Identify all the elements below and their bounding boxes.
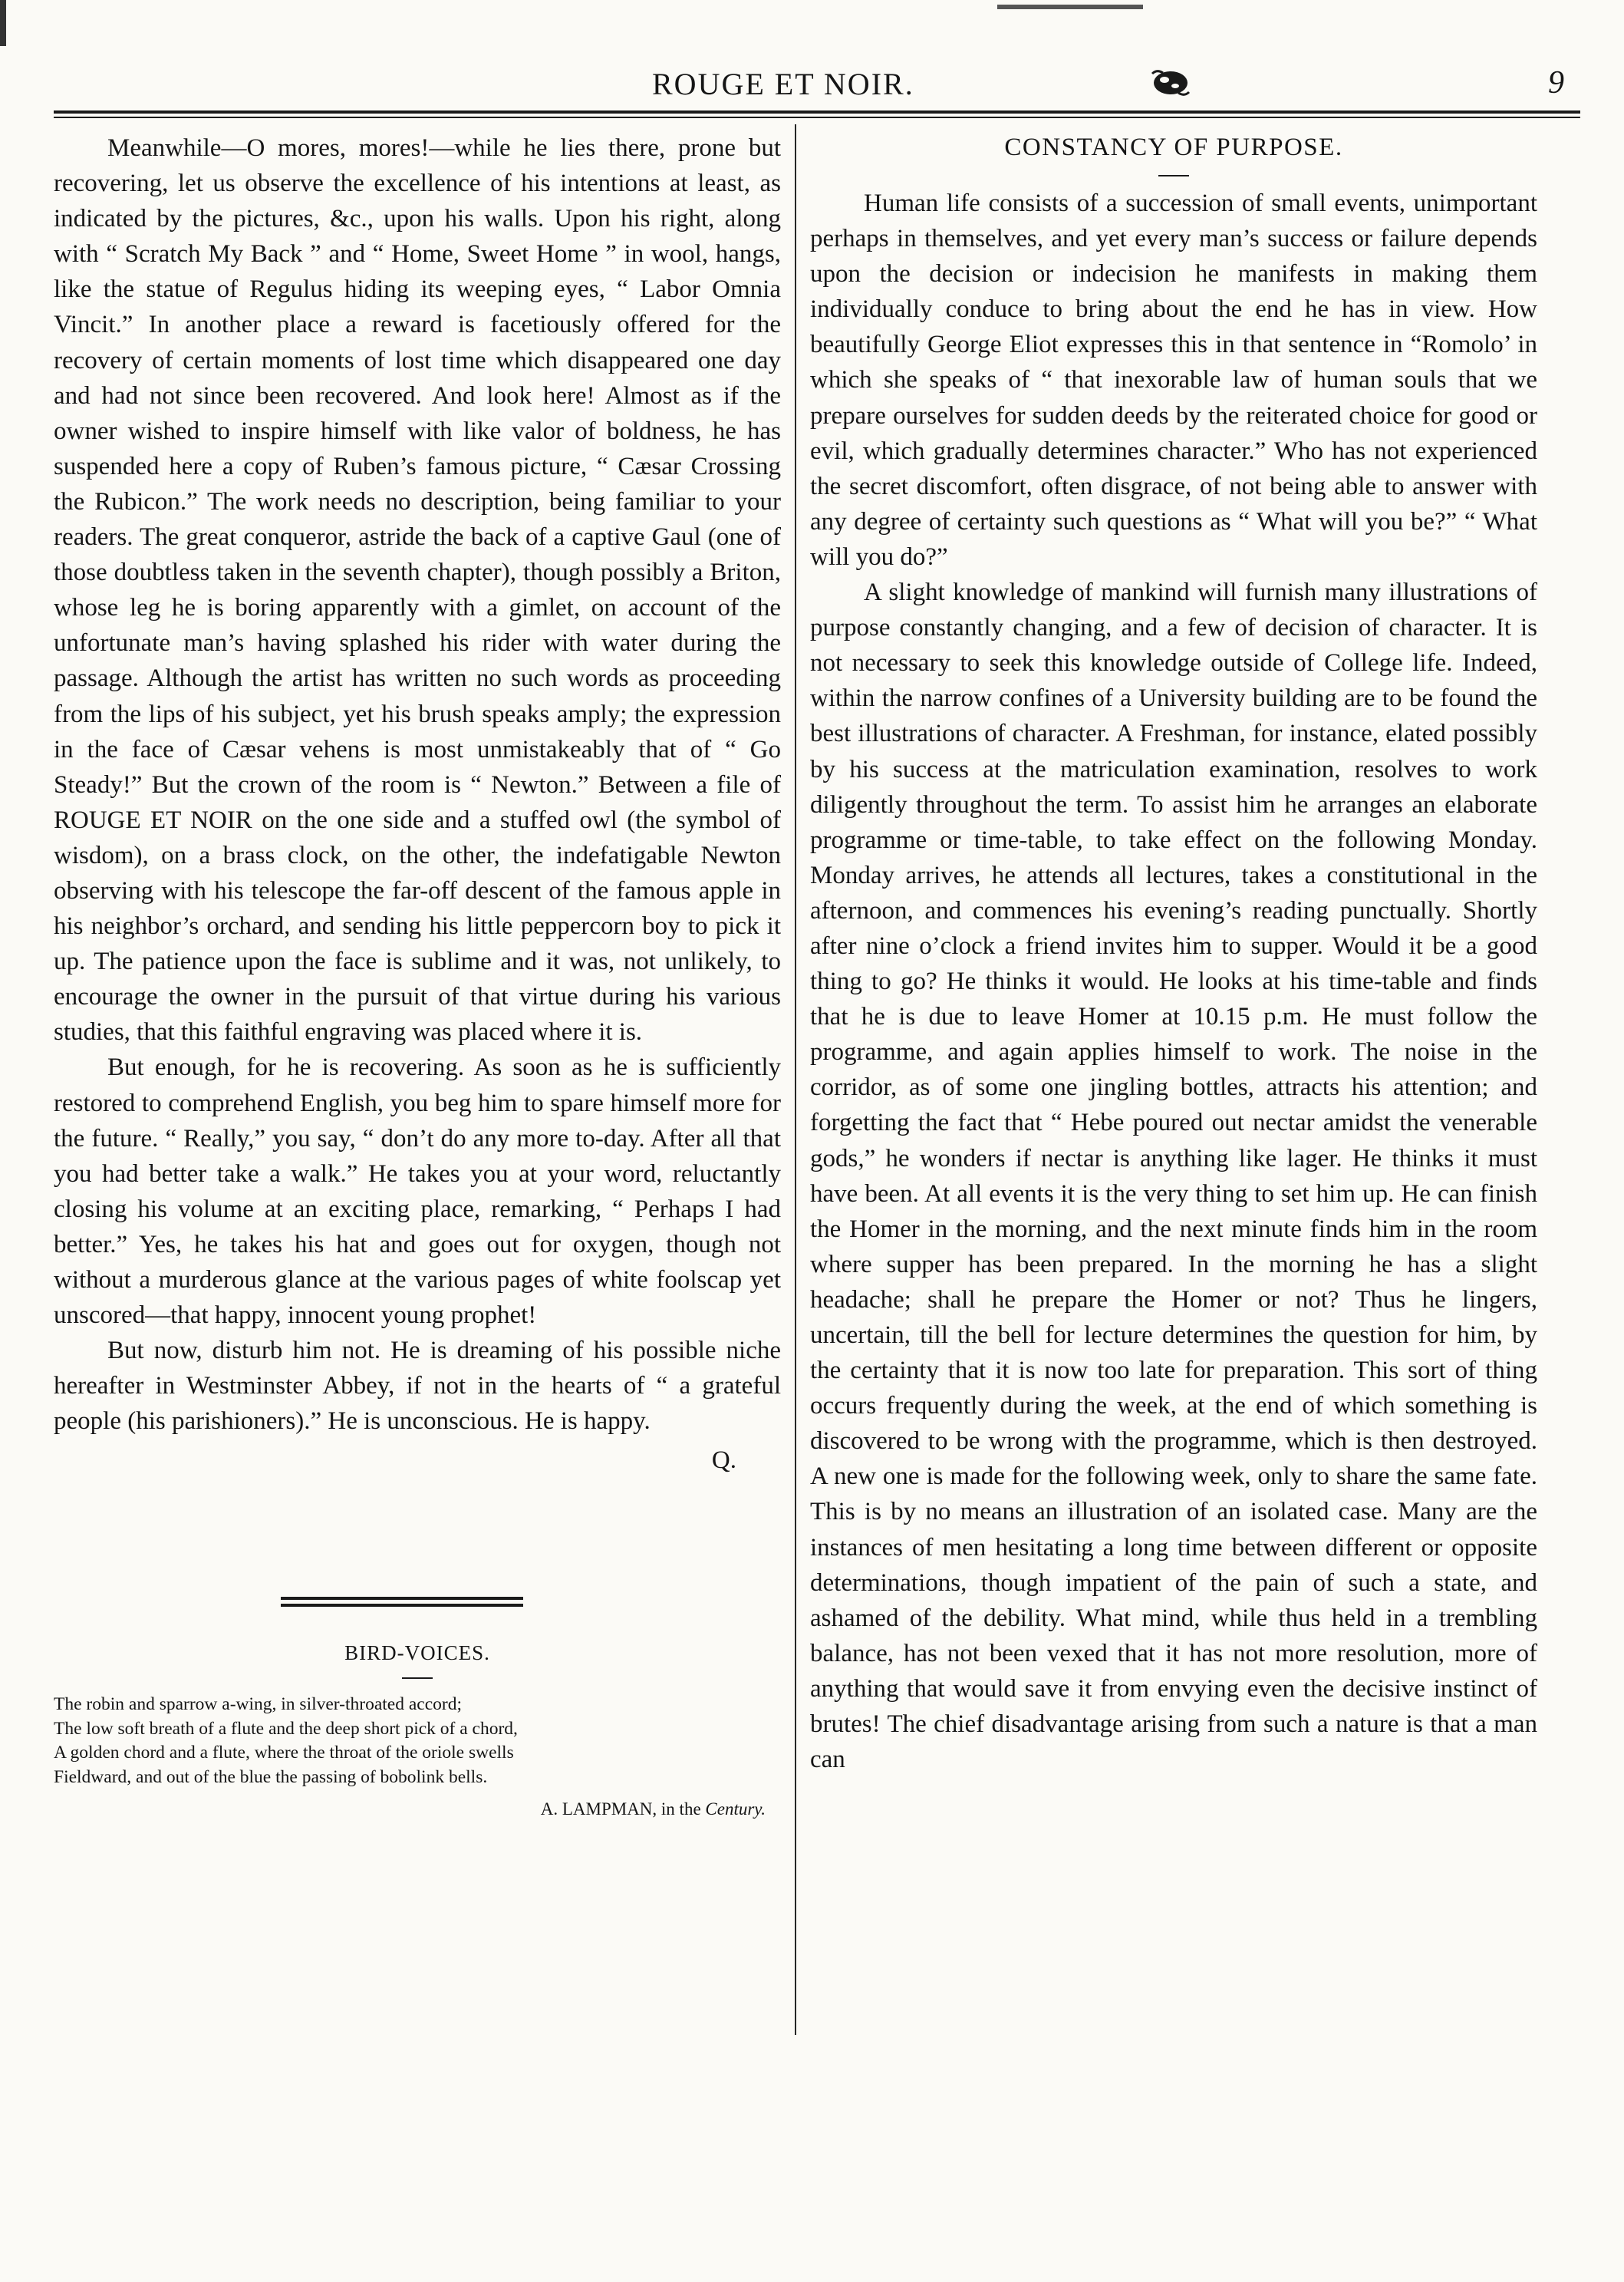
running-title: ROUGE ET NOIR. [652, 67, 914, 101]
credit-author: A. LAMPMAN, in the [540, 1799, 701, 1819]
poem-line: Fieldward, and out of the blue the passing of bobolink bells. [54, 1766, 488, 1787]
paragraph: A slight knowledge of mankind will furnish many illustrations of purpose constantly changing, and a few of decision of character. It is not necessary to seek this knowledge outside of College life. Indeed, within the narrow confines of a University building are to be found the best illustrations of character. A Freshman, for instance, elated possibly by his success at the matriculation examination, resolves to work diligently throughout the term. To assist him he arranges an elaborate programme or time-table, to take effect on the following Monday. Monday arrives, he attends all lectures, takes a constitutional in the afternoon, and commences his evening’s reading punctually. Shortly after nine o’clock a friend invites him to supper. Would it be a good thing to go? He thinks it would. He looks at his time-table and finds that he is due to leave Homer at 10.15 p.m. He must follow the programme, and again applies himself to work. The noise in the corridor, as of some one jingling bottles, attracts his attention; and forgetting the fact that “ Hebe poured out nectar amidst the venerable gods,” he wonders if nectar is anything like lager. He thinks it must have been. At all events it is the very thing to set him up. He can finish the Homer in the morning, and the next minute finds him in the room where supper has been prepared. In the morning he has a slight headache; shall he prepare the Homer or not? Thus he lingers, uncertain, till the bell for lecture determines the question for him, by the certainty that it is now too late for preparation. This sort of thing occurs frequently during the week, at the end of which something is discovered to be wrong with the programme, which is then destroyed. A new one is made for the following week, only to share the same fate. This is by no means an illustration of an isolated case. Many are the instances of men hesitating a long time between different or opposite determinations, though impatient of the pain of such a state, and ashamed of the debility. What mind, while thus held in a trembling balance, has not been vexed that it has not more resolution, more of anything that would save it from envying even the decisive instinct of brutes! The chief disadvantage arising from such a nature is that a man can [810, 579, 1537, 1774]
section-separator [281, 1597, 523, 1607]
page-number: 9 [1548, 65, 1564, 101]
page-header [54, 63, 1580, 110]
poem-credit [54, 1794, 781, 1825]
right-column [810, 130, 1537, 1777]
header-rule [54, 110, 1580, 114]
poem [54, 1693, 781, 1789]
poem-title: BIRD-VOICES. [344, 1641, 490, 1665]
poem-line: A golden chord and a flute, where the throat of the oriole swells [54, 1743, 514, 1763]
column-divider [795, 124, 796, 2035]
left-column [54, 130, 781, 1825]
author-signature: Q. [711, 1446, 736, 1475]
credit-source: Century. [705, 1799, 766, 1819]
paragraph: Meanwhile—O mores, mores!—while he lies there, prone but recovering, let us observe the excellence of his intentions at least, as indicated by the pictures, &c., upon his walls. Upon his right, along with “ Scratch My Back ” and “ Home, Sweet Home ” in wool, hangs, like the statue of Regulus hiding its weeping eyes, “ Labor Omnia Vincit.” In another place a reward is facetiously offered for the recovery of certain moments of lost time which disappeared one day and had not since been recovered. And look here! Almost as if the owner wished to inspire himself with like valor of boldness, he has suspended here a copy of Ruben’s famous picture, “ Cæsar Crossing the Rubicon.” The work needs no description, being familiar to your readers. The great conqueror, astride the back of a captive Gaul (one of those doubtless taken in the seventh chapter), though possibly a Briton, whose leg he is boring apparently with a gimlet, on account of the unfortunate man’s having splashed his rider with water during the passage. Although the artist has written no such words as proceeding from the lips of his subject, yet his brush speaks amply; the expression in the face of Cæsar vehens is most unmistakeably that of “ Go Steady!” But the crown of the room is “ Newton.” Between a file of ROUGE ET NOIR on the one side and a stuffed owl (the symbol of wisdom), on a brass clock, on the other, the indefatigable Newton observing with his telescope the far-off descent of the famous apple in his neighbor’s orchard, and sending his little peppercorn boy to pick it up. The patience upon the face is sublime and it was, not unlikely, to encourage the owner in the pursuit of that virtue during his various studies, that this faithful engraving was placed where it is. [54, 134, 781, 1047]
scan-edge-mark [0, 0, 6, 46]
paragraph: But enough, for he is recovering. As soon as he is sufficiently restored to comprehend English, you beg him to spare himself more for the future. “ Really,” you say, “ don’t do any more to-day. After all that you had better take a walk.” He takes you at your word, reluctantly closing his volume at an exciting place, remarking, “ Perhaps I had better.” Yes, he takes his hat and goes out for oxygen, though not without a murderous glance at the various pages of white foolscap yet unscored—that happy, innocent young prophet! [54, 1054, 781, 1330]
fleuron-icon [1149, 66, 1192, 100]
article-title: CONSTANCY OF PURPOSE. [1004, 134, 1343, 161]
poem-line: The robin and sparrow a-wing, in silver-throated accord; [54, 1694, 463, 1715]
header-rule-thin [54, 117, 1580, 118]
poem-line: The low soft breath of a flute and the deep short pick of a chord, [54, 1718, 518, 1739]
paragraph: But now, disturb him not. He is dreaming of his possible niche hereafter in Westminster Abbey, if not in the hearts of “ a grateful people (his parishioners).” He is unconscious. He is happy. [54, 1337, 781, 1436]
title-rule [402, 1677, 433, 1679]
title-rule [1158, 175, 1189, 176]
scan-edge-mark [997, 5, 1143, 9]
paragraph: Human life consists of a succession of small events, unimportant perhaps in themselves, and yet every man’s success or failure depends upon the decision or indecision he manifests in making them individually conduce to bring about the end he has in view. How beautifully George Eliot expresses this in that sentence in “Romolo’ in which she speaks of “ that inexorable law of human souls that we prepare ourselves for sudden deeds by the reiterated choice for good or evil, which gradually determines character.” Who has not experienced the secret discomfort, often disgrace, of not being able to answer with any degree of certainty such questions as “ What will you be?” “ What will you do?” [810, 190, 1537, 571]
